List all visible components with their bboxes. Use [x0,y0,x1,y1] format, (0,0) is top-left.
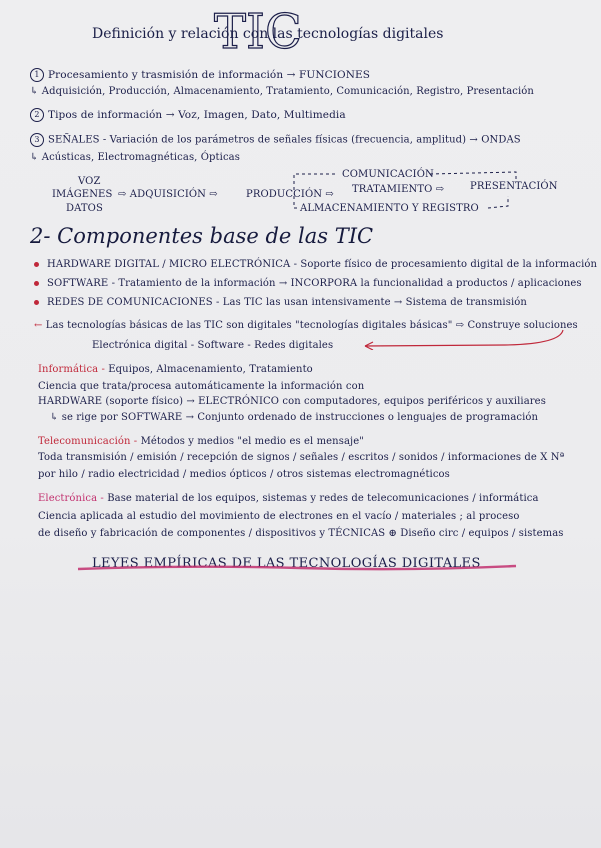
section1-line1b: ↳ Adquisición, Producción, Almacenamiento, Tratamiento, Comunicación, Registro, Presentación [30,86,534,97]
informatica-line3: HARDWARE (soporte físico) → ELECTRÓNICO con computadores, equipos periféricos y auxiliares [38,396,546,407]
section1-line2 [30,108,346,122]
flow-imagenes: IMÁGENES [52,189,113,200]
bullet-software [34,278,582,289]
electronica-line2: Ciencia aplicada al estudio del movimiento de electrones en el vacío / materiales ; al proceso [38,511,520,522]
telecom-line3: por hilo / radio electricidad / medios ópticos / otros sistemas electromagnéticos [38,469,450,480]
bullet-dot-icon [34,262,39,267]
section1-line3 [30,133,521,147]
section1-line2-text: Tipos de información → Voz, Imagen, Dato, Multimedia [48,109,346,121]
page-title: Definición y relación con las tecnologías digitales [92,26,444,42]
number-3-icon: 3 [30,133,44,147]
electronica-line1-text: Base material de los equipos, sistemas y redes de telecomunicaciones / informática [107,493,539,504]
arrow-line-electronica: Electrónica digital - Software - Redes digitales [92,340,334,351]
curved-red-arrow [355,328,575,350]
flow-produccion: PRODUCCIÓN ⇨ [246,189,334,200]
pink-strikethrough [70,555,520,579]
section1-line3b: ↳ Acústicas, Electromagnéticas, Ópticas [30,152,240,163]
leyes-heading: LEYES EMPÍRICAS DE LAS TECNOLOGÍAS DIGITALES [92,556,481,571]
bullet-redes [34,297,527,308]
bullet-hardware [34,259,597,270]
flow-presentacion: PRESENTACIÓN [470,181,558,192]
informatica-line4: ↳ se rige por SOFTWARE → Conjunto ordenado de instrucciones o lenguajes de programación [50,412,539,423]
informatica-line2: Ciencia que trata/procesa automáticamente la información con [38,381,365,392]
section1-line1-text: Procesamiento y trasmisión de información → FUNCIONES [48,69,371,81]
informatica-label: Informática - [38,364,105,375]
flow-almacenamiento: ALMACENAMIENTO Y REGISTRO [300,203,479,214]
electronica-label: Electrónica - [38,493,104,504]
flow-voz: VOZ [78,176,101,187]
section1-line1 [30,68,370,82]
flow-tratamiento: TRATAMIENTO ⇨ [352,184,445,195]
bullet-software-text: SOFTWARE - Tratamiento de la información → INCORPORA la funcionalidad a productos / aplicaciones [47,278,582,289]
bullet-redes-text: REDES DE COMUNICACIONES - Las TIC las usan intensivamente → Sistema de transmisión [47,297,527,308]
telecom-line1 [38,436,364,447]
bullet-dot-icon [34,281,39,286]
telecom-label: Telecomunicación - [38,436,138,447]
flow-dashed-loops [290,166,540,216]
section1-line3-text: SEÑALES - Variación de los parámetros de señales físicas (frecuencia, amplitud) → ONDAS [48,134,521,146]
tic-big-text: TIC [214,6,302,52]
arrow-line-tecnologias-text: Las tecnologías básicas de las TIC son digitales "tecnologías digitales básicas" ⇨ Construye soluciones [45,320,578,331]
electronica-line1 [38,493,539,504]
informatica-line1 [38,364,313,375]
telecom-line2: Toda transmisión / emisión / recepción de signos / señales / escritos / sonidos / informaciones de X Nª [38,452,565,463]
flow-adquisicion: ⇨ ADQUISICIÓN ⇨ [118,189,218,200]
bullet-dot-icon [34,300,39,305]
number-1-icon: 1 [30,68,44,82]
informatica-line1-text: Equipos, Almacenamiento, Tratamiento [108,364,313,375]
bullet-hardware-text: HARDWARE DIGITAL / MICRO ELECTRÓNICA - Soporte físico de procesamiento digital de la información [47,259,598,270]
electronica-line3: de diseño y fabricación de componentes / dispositivos y TÉCNICAS ⊕ Diseño circ / equipos / sistemas [38,528,564,539]
flow-datos: DATOS [66,203,103,214]
section2-heading: 2- Componentes base de las TIC [30,224,374,248]
flow-comunicacion: COMUNICACIÓN [342,169,434,180]
telecom-line1-text: Métodos y medios "el medio es el mensaje" [140,436,364,447]
left-arrow-icon: ← [34,320,43,331]
number-2-icon: 2 [30,108,44,122]
